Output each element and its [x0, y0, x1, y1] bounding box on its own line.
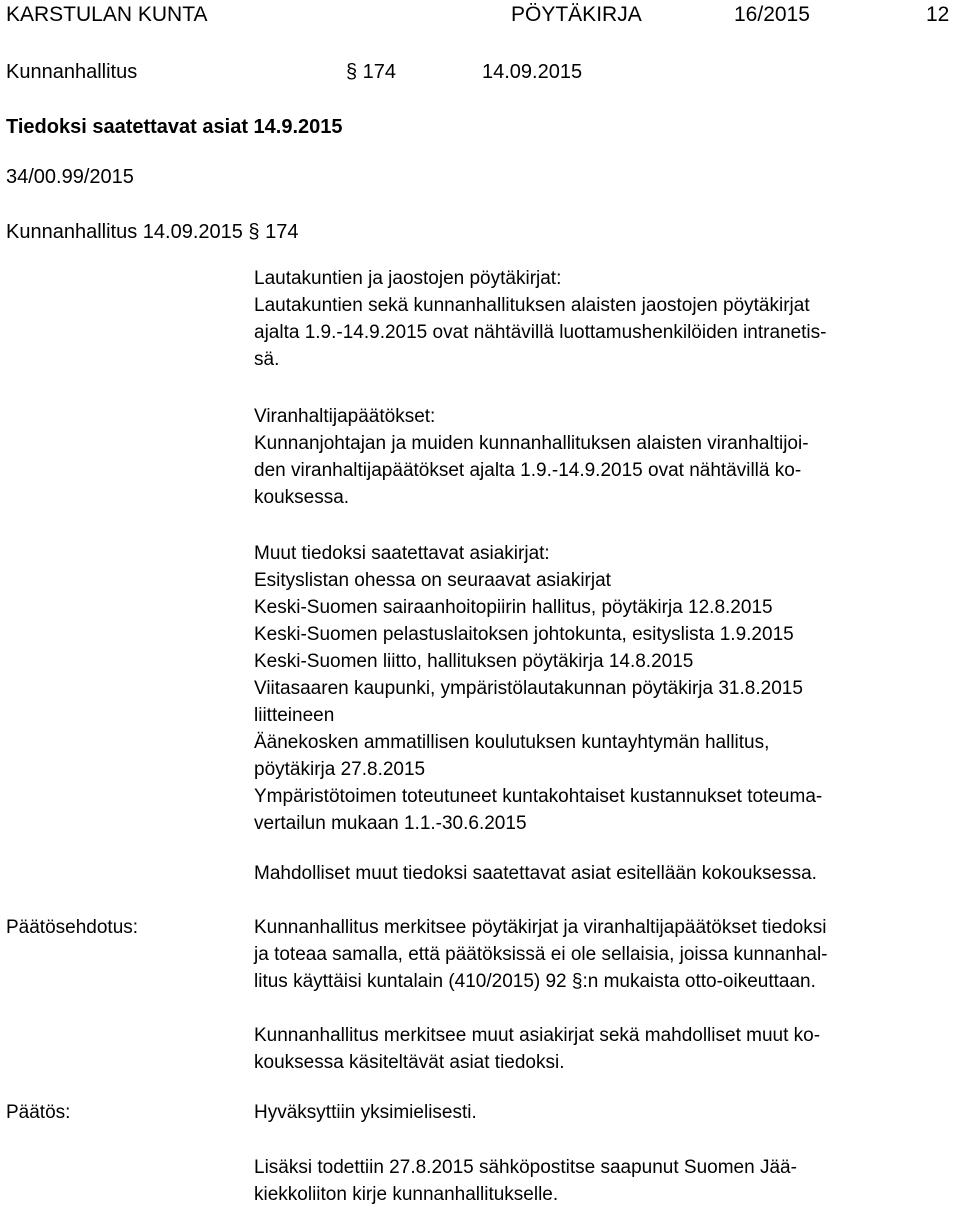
body-line: Keski-Suomen sairaanhoitopiirin hallitus, pöytäkirja 12.8.2015	[254, 597, 773, 618]
body-line: Kunnanjohtajan ja muiden kunnanhallituksen alaisten viranhaltijoi-	[254, 433, 809, 454]
document-number: 16/2015	[734, 3, 810, 26]
meeting-body: Kunnanhallitus	[6, 61, 138, 83]
body-line: Viranhaltijapäätökset:	[254, 406, 436, 427]
body-line: vertailun mukaan 1.1.-30.6.2015	[254, 813, 527, 834]
body-line: Lautakuntien sekä kunnanhallituksen alaisten jaostojen pöytäkirjat	[254, 295, 810, 316]
body-line: kouksessa.	[254, 487, 350, 508]
proposal-line: kouksessa käsiteltävät asiat tiedoksi.	[254, 1052, 565, 1073]
proposal-line: Kunnanhallitus merkitsee muut asiakirjat sekä mahdolliset muut ko-	[254, 1025, 821, 1046]
page-number: 12	[926, 3, 950, 26]
body-line: liitteineen	[254, 705, 335, 726]
proposal-line: litus käyttäisi kuntalain (410/2015) 92 §:n mukaista otto-oikeuttaan.	[254, 971, 816, 992]
meeting-date: 14.09.2015	[482, 61, 583, 83]
body-line: Keski-Suomen pelastuslaitoksen johtokunta, esityslista 1.9.2015	[254, 624, 794, 645]
reference-number: 34/00.99/2015	[6, 166, 134, 188]
body-line: den viranhaltijapäätökset ajalta 1.9.-14.9.2015 ovat nähtävillä ko-	[254, 460, 802, 481]
body-line: pöytäkirja 27.8.2015	[254, 759, 426, 780]
body-line: sä.	[254, 349, 280, 370]
proposal-label: Päätösehdotus:	[6, 917, 139, 938]
body-line: Muut tiedoksi saatettavat asiakirjat:	[254, 543, 550, 564]
body-line: Keski-Suomen liitto, hallituksen pöytäkirja 14.8.2015	[254, 651, 694, 672]
municipality-name: KARSTULAN KUNTA	[6, 3, 208, 26]
item-title: Tiedoksi saatettavat asiat 14.9.2015	[6, 116, 343, 138]
body-line: Äänekosken ammatillisen koulutuksen kuntayhtymän hallitus,	[254, 732, 770, 753]
body-line: ajalta 1.9.-14.9.2015 ovat nähtävillä luottamushenkilöiden intranetis-	[254, 322, 827, 343]
body-line: Mahdolliset muut tiedoksi saatettavat asiat esitellään kokouksessa.	[254, 863, 817, 884]
section-number: § 174	[346, 61, 397, 83]
body-line: Ympäristötoimen toteutuneet kuntakohtaiset kustannukset toteuma-	[254, 786, 823, 807]
document-type: PÖYTÄKIRJA	[511, 3, 642, 26]
history-line: Kunnanhallitus 14.09.2015 § 174	[6, 221, 299, 243]
proposal-line: ja toteaa samalla, että päätöksissä ei ole sellaisia, joissa kunnanhal-	[254, 944, 828, 965]
body-line: Esityslistan ohessa on seuraavat asiakirjat	[254, 570, 611, 591]
proposal-line: Kunnanhallitus merkitsee pöytäkirjat ja viranhaltijapäätökset tiedoksi	[254, 917, 827, 938]
body-line: Lautakuntien ja jaostojen pöytäkirjat:	[254, 268, 562, 289]
decision-extra-line: Lisäksi todettiin 27.8.2015 sähköpostitse saapunut Suomen Jää-	[254, 1157, 797, 1178]
decision-label: Päätös:	[6, 1102, 71, 1123]
body-line: Viitasaaren kaupunki, ympäristölautakunnan pöytäkirja 31.8.2015	[254, 678, 803, 699]
decision-extra-line: kiekkoliiton kirje kunnanhallitukselle.	[254, 1184, 559, 1205]
decision-text: Hyväksyttiin yksimielisesti.	[254, 1102, 477, 1123]
